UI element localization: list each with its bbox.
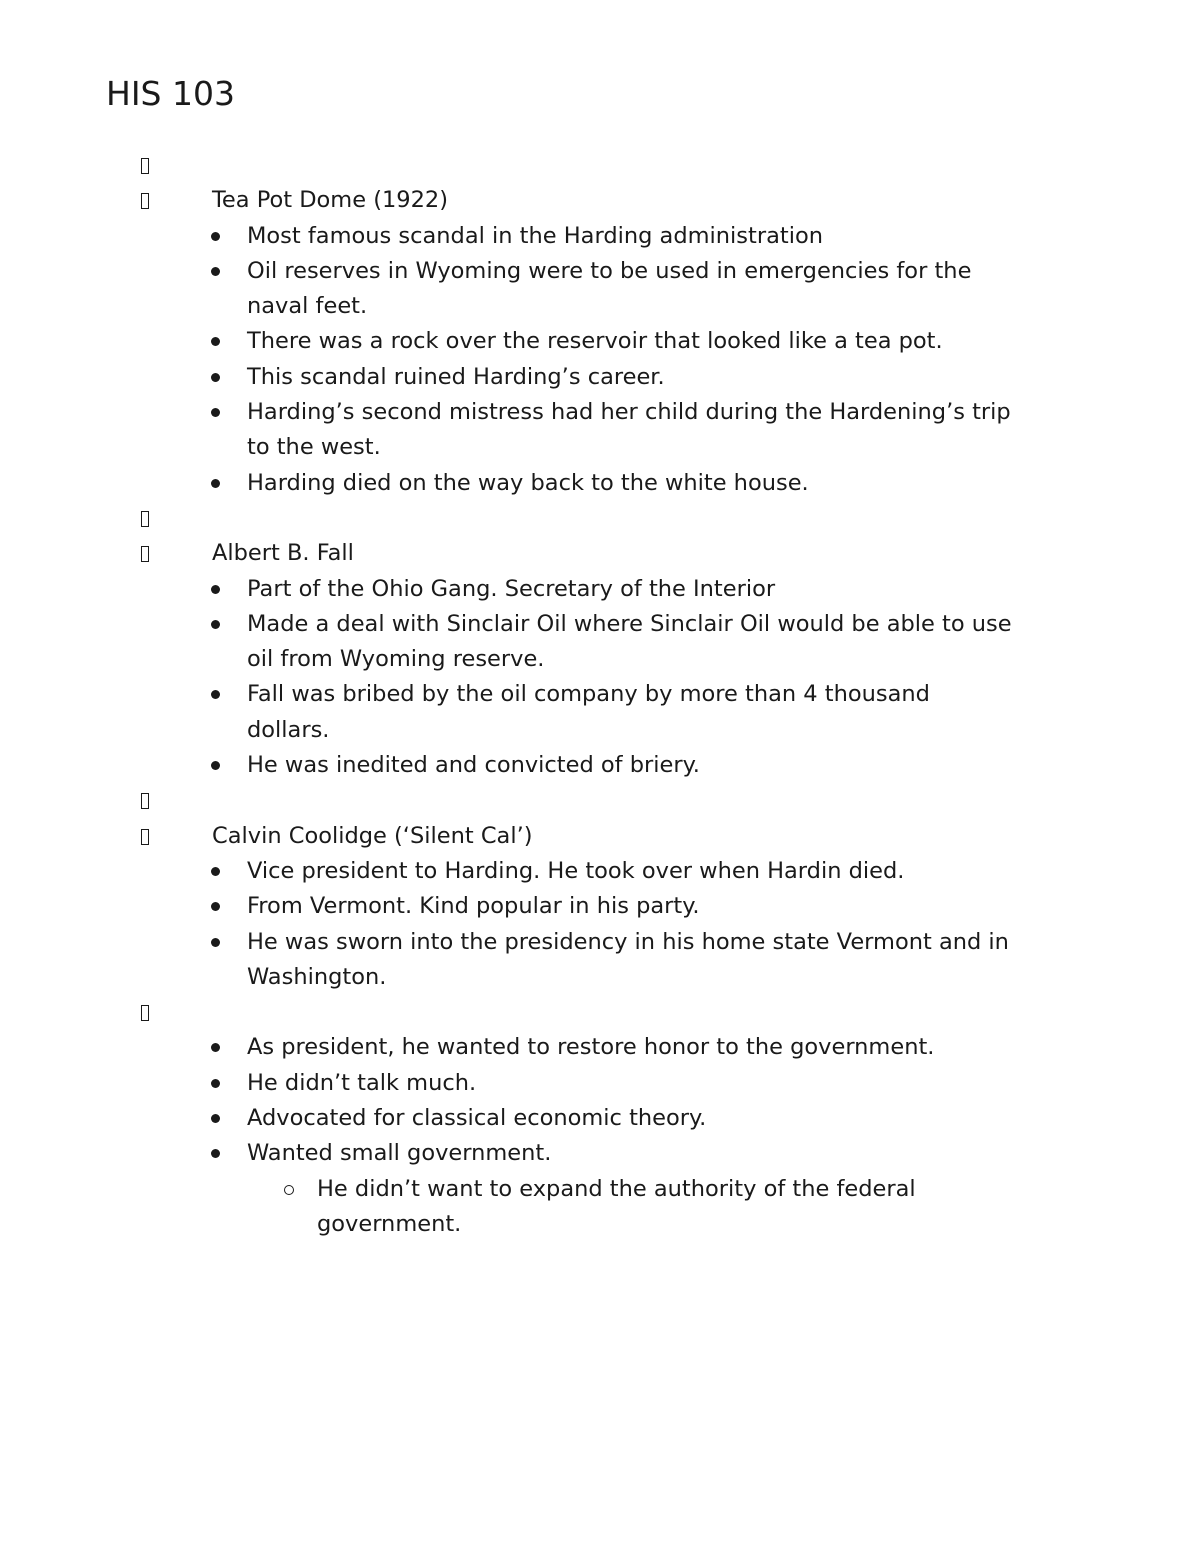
bullet-text: He was inedited and convicted of briery. [247, 752, 700, 779]
bullet-disc-icon [211, 867, 220, 876]
line-row [0, 1101, 1200, 1136]
bullet-text: oil from Wyoming reserve. [247, 646, 545, 673]
bullet-text: Part of the Ohio Gang. Secretary of the Interior [247, 575, 776, 602]
bullet-disc-icon [211, 761, 220, 770]
bullet-text: From Vermont. Kind popular in his party. [247, 893, 700, 920]
bullet-disc-icon [211, 479, 220, 488]
section-heading: Tea Pot Dome (1922) [212, 187, 449, 214]
line-row [0, 925, 1200, 960]
bullet-disc-icon [211, 1079, 220, 1088]
document-title: HIS 103 [106, 74, 235, 113]
missing-glyph-icon [141, 537, 149, 572]
bullet-text: Washington. [247, 963, 387, 990]
bullet-disc-icon [211, 620, 220, 629]
bullet-text: He didn’t talk much. [247, 1069, 477, 1096]
bullet-text: Most famous scandal in the Harding administration [247, 222, 823, 249]
bullet-text: to the west. [247, 434, 381, 461]
line-row [0, 677, 1200, 712]
line-row [0, 183, 1200, 218]
notes-list [0, 148, 1200, 1242]
line-row [0, 501, 1200, 536]
line-row [0, 289, 1200, 324]
bullet-text: Advocated for classical economic theory. [247, 1105, 707, 1132]
line-row [0, 1066, 1200, 1101]
line-row [0, 536, 1200, 571]
line-row [0, 254, 1200, 289]
bullet-disc-icon [211, 232, 220, 241]
bullet-text: Fall was bribed by the oil company by more than 4 thousand [247, 681, 930, 708]
bullet-text: Vice president to Harding. He took over when Hardin died. [247, 857, 905, 884]
line-row [0, 395, 1200, 430]
bullet-text: Harding died on the way back to the white house. [247, 469, 809, 496]
line-row [0, 960, 1200, 995]
section-heading: Albert B. Fall [212, 540, 354, 567]
bullet-text: Made a deal with Sinclair Oil where Sinclair Oil would be able to use [247, 610, 1012, 637]
missing-glyph-icon [141, 820, 149, 855]
bullet-text: As president, he wanted to restore honor to the government. [247, 1034, 935, 1061]
bullet-text: Oil reserves in Wyoming were to be used in emergencies for the [247, 257, 972, 284]
bullet-text: He was sworn into the presidency in his home state Vermont and in [247, 928, 1009, 955]
missing-glyph-icon [141, 149, 149, 184]
bullet-disc-icon [211, 1149, 220, 1158]
missing-glyph-icon [141, 784, 149, 819]
missing-glyph-icon [141, 502, 149, 537]
line-row [0, 430, 1200, 465]
line-row [0, 713, 1200, 748]
bullet-disc-icon [211, 337, 220, 346]
line-row [0, 854, 1200, 889]
bullet-text: There was a rock over the reservoir that looked like a tea pot. [247, 328, 943, 355]
section-heading: Calvin Coolidge (‘Silent Cal’) [212, 822, 533, 849]
bullet-circle-icon [284, 1185, 294, 1195]
line-row [0, 995, 1200, 1030]
line-row [0, 607, 1200, 642]
line-row [0, 360, 1200, 395]
line-row [0, 1207, 1200, 1242]
line-row [0, 889, 1200, 924]
bullet-text: Harding’s second mistress had her child during the Hardening’s trip [247, 399, 1011, 426]
bullet-disc-icon [211, 267, 220, 276]
bullet-disc-icon [211, 1114, 220, 1123]
line-row [0, 1030, 1200, 1065]
bullet-disc-icon [211, 373, 220, 382]
line-row [0, 1172, 1200, 1207]
bullet-disc-icon [211, 585, 220, 594]
bullet-disc-icon [211, 902, 220, 911]
bullet-disc-icon [211, 1043, 220, 1052]
bullet-disc-icon [211, 938, 220, 947]
bullet-text: Wanted small government. [247, 1140, 552, 1167]
missing-glyph-icon [141, 996, 149, 1031]
bullet-disc-icon [211, 690, 220, 699]
sub-bullet-text: government. [317, 1210, 462, 1237]
line-row [0, 819, 1200, 854]
line-row [0, 466, 1200, 501]
line-row [0, 642, 1200, 677]
bullet-disc-icon [211, 408, 220, 417]
line-row [0, 783, 1200, 818]
line-row [0, 219, 1200, 254]
line-row [0, 572, 1200, 607]
bullet-text: This scandal ruined Harding’s career. [247, 363, 665, 390]
bullet-text: dollars. [247, 716, 330, 743]
missing-glyph-icon [141, 184, 149, 219]
line-row [0, 324, 1200, 359]
sub-bullet-text: He didn’t want to expand the authority of the federal [317, 1175, 916, 1202]
line-row [0, 148, 1200, 183]
bullet-text: naval feet. [247, 293, 368, 320]
line-row [0, 1136, 1200, 1171]
line-row [0, 748, 1200, 783]
